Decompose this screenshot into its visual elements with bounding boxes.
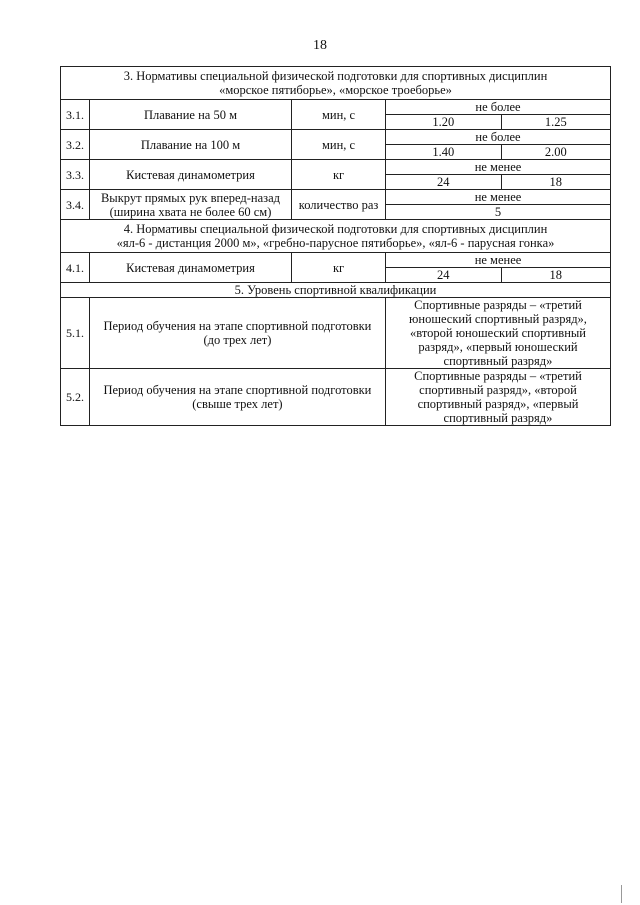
section-4-title [61, 220, 611, 253]
training-period-line2: (до трех лет) [203, 333, 272, 347]
section-3-title-line2: «морское пятиборье», «морское троеборье» [219, 83, 452, 97]
row-number: 5.1. [61, 298, 90, 369]
section-4-title-line1: 4. Нормативы специальной физической подготовки для спортивных дисциплин [123, 222, 548, 236]
value-col2: 1.25 [501, 115, 610, 130]
training-period [89, 369, 385, 426]
training-period [89, 298, 385, 369]
unit: мин, с [292, 130, 386, 160]
table-row [61, 298, 611, 369]
unit: мин, с [292, 100, 386, 130]
qualification-requirement [385, 369, 610, 426]
page-number: 18 [313, 38, 327, 53]
row-number: 3.1. [61, 100, 90, 130]
section-4-header-row [61, 220, 611, 253]
requirement-line: спортивный разряд», «второй [419, 383, 577, 397]
row-number: 4.1. [61, 253, 90, 283]
value-col1: 1.20 [385, 115, 501, 130]
exercise-name-line1: Выкрут прямых рук вперед-назад [100, 190, 280, 205]
requirement-line: разряд», «первый юношеский [418, 340, 578, 354]
exercise-name: Кистевая динамометрия [89, 160, 291, 190]
requirement-line: спортивный разряд» [443, 411, 553, 425]
value-col2: 18 [501, 268, 610, 283]
condition: не более [385, 100, 610, 115]
training-period-line1: Период обучения на этапе спортивной подготовки [103, 319, 372, 333]
scan-edge-mark [621, 885, 628, 903]
section-4-title-line2: «ял-6 - дистанция 2000 м», «гребно-парусное пятиборье», «ял-6 - парусная гонка» [116, 236, 555, 250]
exercise-name: Кистевая динамометрия [89, 253, 291, 283]
section-5-header-row [61, 283, 611, 298]
condition: не менее [385, 160, 610, 175]
row-number: 5.2. [61, 369, 90, 426]
table-row [61, 130, 611, 145]
row-number: 3.4. [61, 190, 90, 220]
table-row [61, 190, 611, 205]
condition: не менее [385, 190, 610, 205]
value-col1: 24 [385, 175, 501, 190]
requirement-line: Спортивные разряды – «третий [414, 369, 582, 383]
exercise-name-line2: (ширина хвата не более 60 см) [109, 204, 272, 219]
condition: не более [385, 130, 610, 145]
requirement-line: спортивный разряд» [443, 354, 553, 368]
section-5-title: 5. Уровень спортивной квалификации [61, 283, 611, 298]
condition: не менее [385, 253, 610, 268]
unit: кг [292, 253, 386, 283]
requirement-line: юношеский спортивный разряд», [409, 312, 587, 326]
requirement-line: Спортивные разряды – «третий [414, 298, 582, 312]
exercise-name [89, 190, 291, 220]
row-number: 3.2. [61, 130, 90, 160]
value-col2: 2.00 [501, 145, 610, 160]
value-col1: 1.40 [385, 145, 501, 160]
section-3-title [61, 67, 611, 100]
table-row [61, 160, 611, 175]
training-period-line1: Период обучения на этапе спортивной подготовки [103, 383, 372, 397]
value-col1: 24 [385, 268, 501, 283]
exercise-name: Плавание на 50 м [89, 100, 291, 130]
unit: количество раз [292, 190, 386, 220]
requirement-line: «второй юношеский спортивный [409, 326, 586, 340]
table-row [61, 100, 611, 115]
standards-table [60, 66, 611, 426]
qualification-requirement [385, 298, 610, 369]
exercise-name: Плавание на 100 м [89, 130, 291, 160]
section-3-header-row [61, 67, 611, 100]
unit: кг [292, 160, 386, 190]
training-period-line2: (свыше трех лет) [192, 397, 283, 411]
row-number: 3.3. [61, 160, 90, 190]
value-col2: 18 [501, 175, 610, 190]
table-row [61, 253, 611, 268]
requirement-line: спортивный разряд», «первый [417, 397, 579, 411]
table-row [61, 369, 611, 426]
section-3-title-line1: 3. Нормативы специальной физической подготовки для спортивных дисциплин [123, 69, 548, 83]
value-merged: 5 [385, 205, 610, 220]
